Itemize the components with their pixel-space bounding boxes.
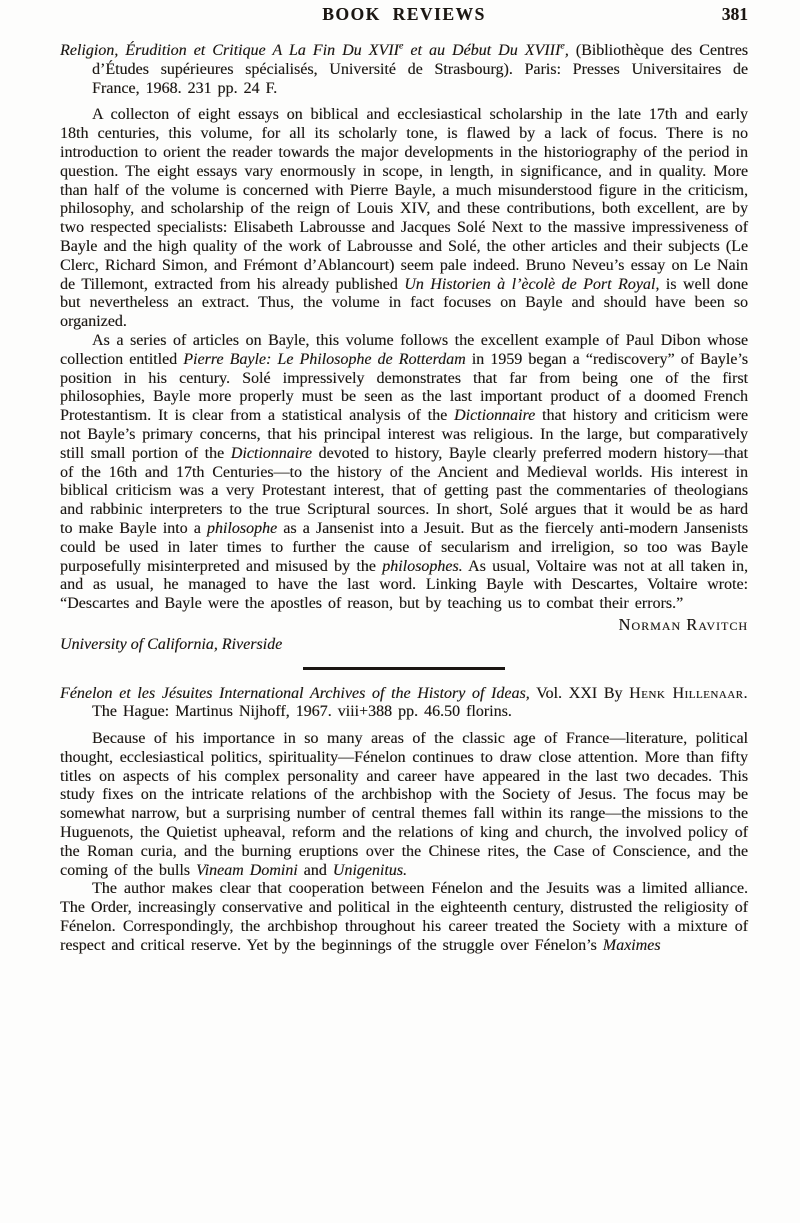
- book-citation: Religion, Érudition et Critique A La Fin Du XVIIe et au Début Du XVIIIe, (Bibliothèque des Centres d’Études supérieures spécialisés, Université de Strasbourg). Paris: Presses Universitaires de France, 1968. 231 pp. 24 F.: [60, 40, 749, 97]
- book-review-2: [60, 685, 748, 956]
- reviewer-name: Norman Ravitch: [618, 614, 748, 634]
- review-paragraph: As a series of articles on Bayle, this volume follows the excellent example of Paul Dibon whose collection entitled Pierre Bayle: Le Philosophe de Rotterdam in 1959 began a “rediscovery” of Bayle’s position in his century. Solé impressively demonstrates that far from being one of the first philosophies, Bayle more properly must be seen as the last important product of a doomed French Protestantism. It is clear from a statistical analysis of the Dictionnaire that history and criticism were not Bayle’s primary concerns, that his principal interest was religious. In the large, but comparatively still small portion of the Dictionnaire devoted to history, Bayle clearly preferred modern history—that of the 16th and 17th Centuries—to the history of the Ancient and Medieval worlds. His interest in biblical criticism was a very Protestant interest, that of getting past the commentaries of theologians and rabbinic interpreters to the true Scriptural sources. In short, Solé argues that it would be as hard to make Bayle into a philosophe as a Jansenist into a Jesuit. But as the fiercely anti-modern Jansenists could be used in later times to further the cause of secularism and irreligion, so too was Bayle purposefully misinterpreted and misused by the philosophes. As usual, Voltaire was not at all taken in, and as usual, he managed to have the last word. Linking Bayle with Descartes, Voltaire wrote: “Descartes and Bayle were the apostles of reason, but by teaching us to combat their errors.”: [60, 331, 749, 613]
- review-paragraph: A collecton of eight essays on biblical and ecclesiastical scholarship in the late 17th and early 18th centuries, this volume, for all its scholarly tone, is flawed by a lack of focus. There is no introduction to orient the reader towards the major developments in the historiography of the period in question. The eight essays vary enormously in scope, in length, in significance, and in quality. More than half of the volume is concerned with Pierre Bayle, a much misunderstood figure in the criticism, philosophy, and scholarship of the reign of Louis XIV, and these contributions, both excellent, are by two respected specialists: Elisabeth Labrousse and Jacques Solé Next to the massive impressiveness of Bayle and the high quality of the work of Labrousse and Solé, the other articles and their subjects (Le Clerc, Richard Simon, and Frémont d’Ablancourt) seem pale indeed. Bruno Neveu’s essay on Le Nain de Tillemont, extracted from his already published Un Historien à l’ècolè de Port Royal, is well done but nevertheless an extract. Thus, the volume in fact focuses on Bayle and should have been so organized.: [60, 106, 749, 331]
- reviewer-affiliation: University of California, Riverside: [60, 635, 283, 653]
- review-paragraph: Because of his importance in so many areas of the classic age of France—literature, political thought, ecclesiastical politics, spirituality—Fénelon continues to draw close attention. More than fifty titles on aspects of his complex personality and career have appeared in the last two decades. This study fixes on the intricate relations of the archbishop with the Society of Jesus. The focus may be somewhat narrow, but a surprising number of central themes fall within its range—the missions to the Huguenots, the Quietist upheaval, reform and the relations of king and church, the involved policy of the Roman curia, and the burning eruptions over the Chinese rites, the Case of Conscience, and the coming of the bulls Vineam Domini and Unigenitus.: [60, 730, 748, 879]
- running-head-title: BOOK REVIEWS: [322, 4, 486, 24]
- reviewer-signature: [60, 616, 748, 636]
- book-citation: Fénelon et les Jésuites International Archives of the History of Ideas, Vol. XXI By Henk Hillenaar. The Hague: Martinus Nijhoff, 1967. viii+388 pp. 46.50 florins.: [60, 684, 748, 721]
- review-paragraph: The author makes clear that cooperation between Fénelon and the Jesuits was a limited alliance. The Order, increasingly conservative and political in the eighteenth century, distrusted the religiosity of Fénelon. Correspondingly, the archbishop throughout his career treated the Society with a mixture of respect and critical reserve. Yet by the beginnings of the struggle over Fénelon’s Maximes: [60, 880, 748, 954]
- section-divider: [303, 667, 505, 670]
- page-number: 381: [721, 4, 748, 24]
- page-header: [60, 5, 748, 25]
- book-review-1: [60, 42, 748, 655]
